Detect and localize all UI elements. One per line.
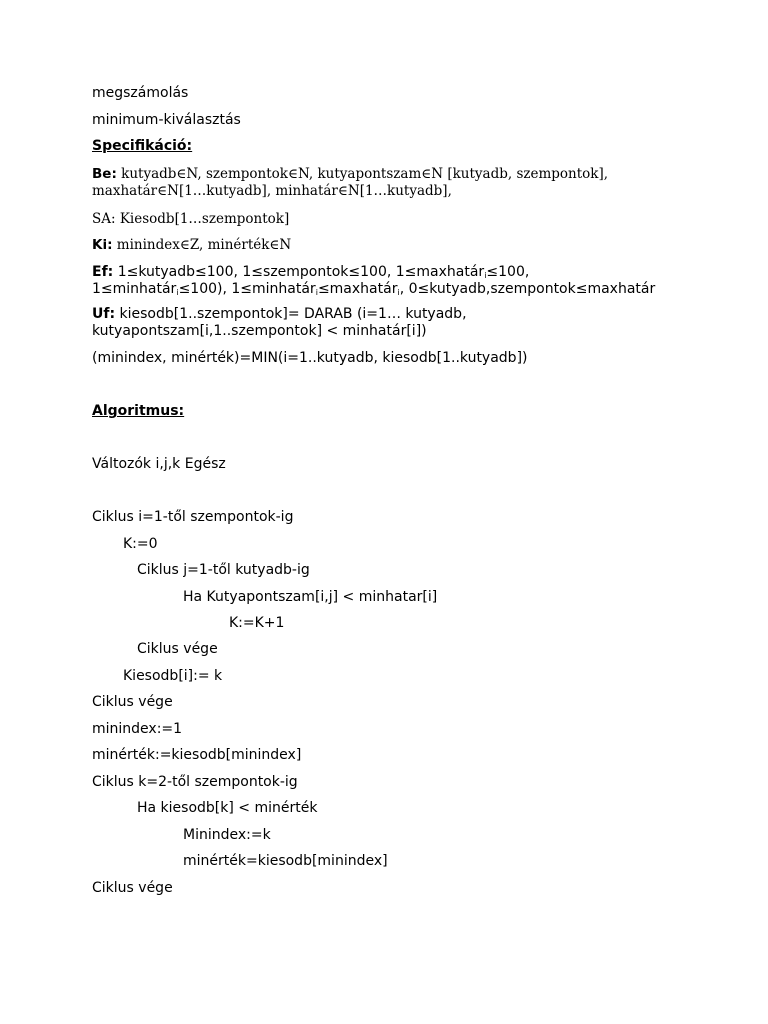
spec-ef-part: 1≤minhatár — [92, 281, 177, 297]
header-line-minimum-kivalasztas: minimum-kiválasztás — [92, 112, 241, 128]
header-line-megszamolas: megszámolás — [92, 85, 189, 101]
algo-line: Ciklus vége — [92, 694, 173, 710]
algo-line: Ciklus vége — [137, 641, 218, 657]
algo-line: Ciklus i=1-től szempontok-ig — [92, 509, 294, 525]
spec-ef-line2 — [92, 281, 655, 299]
spec-be-text-line1: kutyadb∈N, szempontok∈N, kutyapontszam∈N [kutyadb, szempontok], — [121, 166, 609, 182]
spec-ki-label: Ki: — [92, 237, 113, 253]
spec-be-label: Be: — [92, 166, 117, 182]
algo-line: Ciklus vége — [92, 880, 173, 896]
spec-uf-label: Uf: — [92, 306, 116, 322]
algo-line: Ciklus j=1-től kutyadb-ig — [137, 562, 310, 578]
spec-be-line1 — [92, 166, 608, 183]
spec-sa: SA: Kiesodb[1…szempontok] — [92, 211, 290, 227]
algorithm-heading: Algoritmus: — [92, 403, 185, 419]
algo-line: minérték:=kiesodb[minindex] — [92, 747, 302, 763]
spec-uf-line3: (minindex, minérték)=MIN(i=1..kutyadb, kiesodb[1..kutyadb]) — [92, 350, 528, 366]
algo-line: K:=K+1 — [229, 615, 285, 631]
algo-line: minindex:=1 — [92, 721, 183, 737]
spec-uf-text-line1: kiesodb[1..szempontok]= DARAB (i=1… kutyadb, — [119, 306, 467, 322]
spec-ef-part: ≤100, — [486, 264, 530, 280]
spec-uf-line2: kutyapontszam[i,1..szempontok] < minhatár[i]) — [92, 323, 427, 339]
spec-ef-part: ≤100), 1≤minhatár — [178, 281, 316, 297]
spec-ef-subscript: i — [176, 288, 179, 297]
algo-line: Minindex:=k — [183, 827, 271, 843]
algo-line: minérték=kiesodb[minindex] — [183, 853, 388, 869]
spec-ef-text-line1 — [118, 264, 530, 280]
spec-ki — [92, 237, 291, 254]
spec-ef-subscript: i — [315, 288, 318, 297]
spec-ef-line1 — [92, 264, 529, 282]
algorithm-variables: Változók i,j,k Egész — [92, 456, 226, 472]
spec-ef-part: , 0≤kutyadb,szempontok≤maxhatár — [399, 281, 656, 297]
algo-line: Ha kiesodb[k] < minérték — [137, 800, 318, 816]
spec-uf-line1 — [92, 306, 467, 323]
spec-be-line2: maxhatár∈N[1…kutyadb], minhatár∈N[1…kutyadb], — [92, 183, 452, 199]
spec-ef-subscript: i — [397, 288, 400, 297]
algo-line: Ha Kutyapontszam[i,j] < minhatar[i] — [183, 589, 438, 605]
spec-ef-part: ≤maxhatár — [317, 281, 398, 297]
algo-line: Kiesodb[i]:= k — [123, 668, 223, 684]
spec-ef-label: Ef: — [92, 264, 114, 280]
specification-heading: Specifikáció: — [92, 138, 193, 154]
algo-line: Ciklus k=2-től szempontok-ig — [92, 774, 298, 790]
spec-ef-subscript: i — [484, 271, 487, 280]
algo-line: K:=0 — [123, 536, 158, 552]
spec-ef-part: 1≤kutyadb≤100, 1≤szempontok≤100, 1≤maxhatár — [117, 264, 485, 280]
spec-ki-text: minindex∈Z, minérték∈N — [116, 237, 292, 253]
